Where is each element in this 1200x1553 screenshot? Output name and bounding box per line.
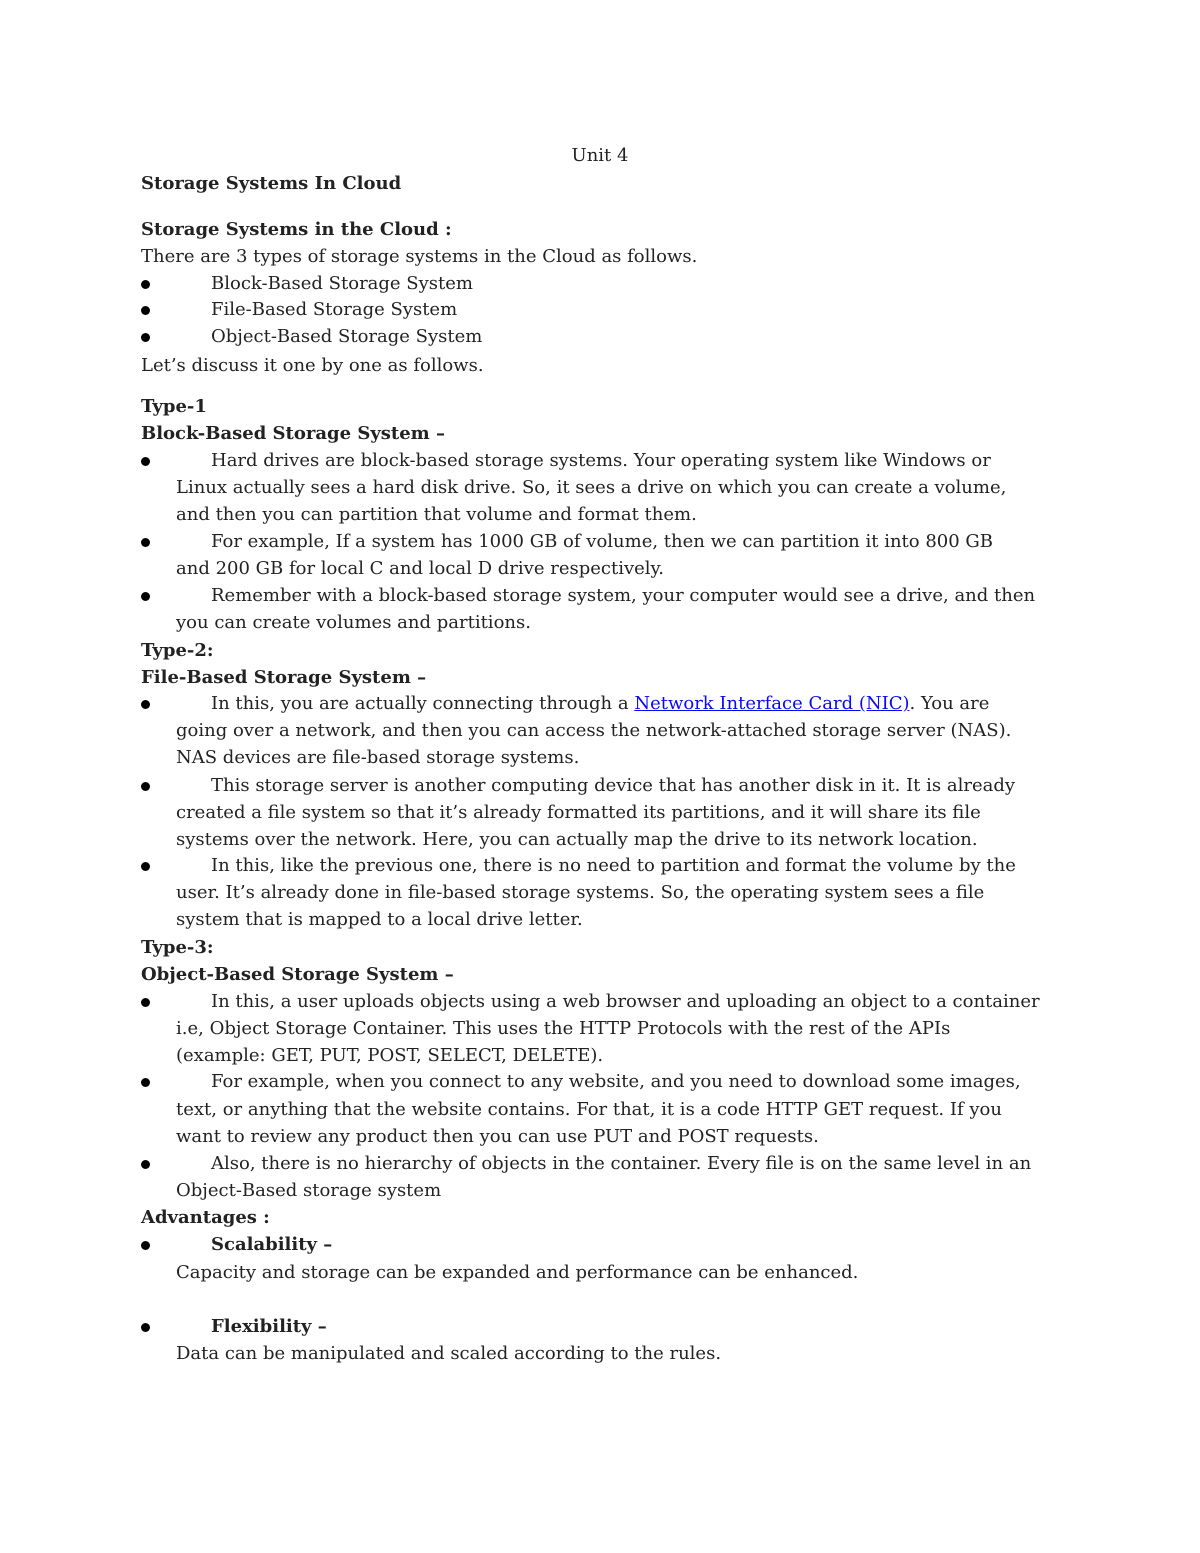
advantages-heading: Advantages :: [141, 1207, 270, 1228]
type3-heading: Object-Based Storage System –: [141, 964, 454, 985]
bullet-icon: [141, 280, 150, 289]
bullet-icon: [141, 782, 150, 791]
list-item: For example, If a system has 1000 GB of volume, then we can partition it into 800 GB: [211, 531, 994, 552]
list-item-continuation: Linux actually sees a hard disk drive. So, it sees a drive on which you can create a volume,: [176, 477, 1007, 498]
intro-heading: Storage Systems in the Cloud :: [141, 219, 452, 240]
list-item-continuation: Object-Based storage system: [176, 1180, 442, 1201]
list-item: Block-Based Storage System: [211, 273, 473, 294]
advantage-title-flexibility: Flexibility –: [211, 1316, 327, 1337]
document-title: Storage Systems In Cloud: [141, 173, 402, 194]
list-item: This storage server is another computing device that has another disk in it. It is already: [211, 775, 1016, 796]
list-item: [176, 690, 989, 717]
list-item-continuation: you can create volumes and partitions.: [176, 612, 531, 633]
list-item-continuation: NAS devices are file-based storage systems.: [176, 747, 580, 768]
bullet-icon: [141, 538, 150, 547]
item-text: . You are: [909, 693, 990, 714]
bullet-icon: [141, 306, 150, 315]
type3-label: Type-3:: [141, 937, 214, 958]
bullet-icon: [141, 1160, 150, 1169]
list-item-continuation: systems over the network. Here, you can actually map the drive to its network location.: [176, 829, 978, 850]
list-item-continuation: i.e, Object Storage Container. This uses the HTTP Protocols with the rest of the APIs: [176, 1018, 951, 1039]
bullet-icon: [141, 333, 150, 342]
bullet-icon: [141, 998, 150, 1007]
list-item-continuation: system that is mapped to a local drive letter.: [176, 909, 583, 930]
list-item: Also, there is no hierarchy of objects in the container. Every file is on the same level in an: [211, 1153, 1032, 1174]
list-item-continuation: text, or anything that the website contains. For that, it is a code HTTP GET request. If you: [176, 1099, 1002, 1120]
intro-outro: Let’s discuss it one by one as follows.: [141, 355, 484, 376]
bullet-icon: [141, 1241, 150, 1250]
list-item: For example, when you connect to any website, and you need to download some images,: [211, 1071, 1021, 1092]
list-item-continuation: user. It’s already done in file-based storage systems. So, the operating system sees a file: [176, 882, 985, 903]
intro-text: There are 3 types of storage systems in the Cloud as follows.: [141, 246, 698, 267]
bullet-icon: [141, 700, 150, 709]
type2-label: Type-2:: [141, 640, 214, 661]
bullet-icon: [141, 592, 150, 601]
list-item-continuation: and then you can partition that volume and format them.: [176, 504, 697, 525]
advantage-text: Capacity and storage can be expanded and performance can be enhanced.: [176, 1262, 859, 1283]
type2-heading: File-Based Storage System –: [141, 667, 427, 688]
list-item-continuation: and 200 GB for local C and local D drive respectively.: [176, 558, 665, 579]
advantage-title-scalability: Scalability –: [211, 1234, 333, 1255]
list-item: Hard drives are block-based storage systems. Your operating system like Windows or: [211, 450, 991, 471]
bullet-icon: [141, 457, 150, 466]
list-item-continuation: created a file system so that it’s already formatted its partitions, and it will share its file: [176, 802, 981, 823]
advantage-text: Data can be manipulated and scaled according to the rules.: [176, 1343, 722, 1364]
type1-label: Type-1: [141, 396, 207, 417]
list-item-continuation: going over a network, and then you can access the network-attached storage server (NAS).: [176, 720, 1012, 741]
bullet-icon: [141, 1323, 150, 1332]
type1-heading: Block-Based Storage System –: [141, 423, 445, 444]
item-text: In this, you are actually connecting through a: [211, 693, 635, 714]
list-item-continuation: want to review any product then you can use PUT and POST requests.: [176, 1126, 819, 1147]
list-item: In this, a user uploads objects using a web browser and uploading an object to a container: [211, 991, 1040, 1012]
list-item: File-Based Storage System: [211, 299, 458, 320]
nic-link[interactable]: Network Interface Card (NIC): [634, 693, 910, 714]
list-item: In this, like the previous one, there is no need to partition and format the volume by the: [211, 855, 1016, 876]
list-item: Object-Based Storage System: [211, 326, 483, 347]
bullet-icon: [141, 862, 150, 871]
list-item-continuation: (example: GET, PUT, POST, SELECT, DELETE).: [176, 1045, 604, 1066]
bullet-icon: [141, 1078, 150, 1087]
list-item: Remember with a block-based storage system, your computer would see a drive, and then: [211, 585, 1036, 606]
unit-title: Unit 4: [571, 145, 629, 166]
